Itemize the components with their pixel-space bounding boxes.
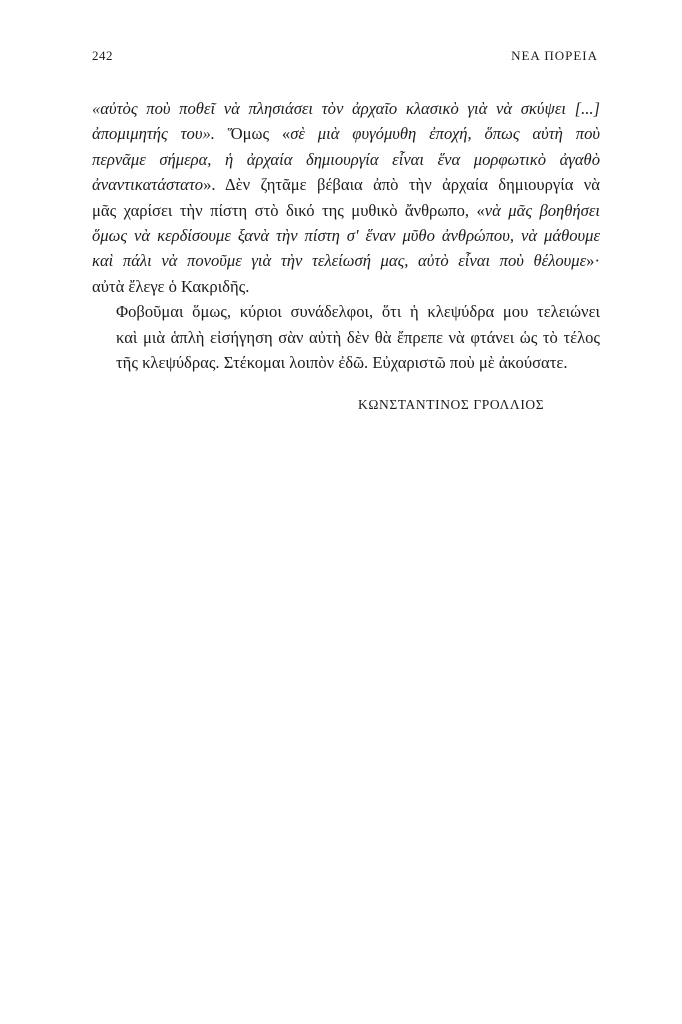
paragraph-quote [92, 96, 600, 299]
text-line [92, 198, 600, 223]
paragraph-closing [92, 299, 600, 375]
text-span: ἀναντικατάστατο [92, 175, 204, 195]
text-line [92, 248, 600, 273]
text-line: περνᾶμε σήμερα, ἡ ἀρχαία δημιουργία εἶναι ἕνα μορφωτικὸ ἀγαθὸ [92, 149, 600, 169]
text-line: «αὐτὸς ποὺ ποθεῖ νὰ πλησιάσει τὸν ἀρχαῖο κλασικὸ γιὰ νὰ σκύψει [...] [92, 99, 600, 118]
text-span: ἀπομιμητής του». [92, 124, 215, 144]
text-line: τῆς κλεψύδρας. Στέκομαι λοιπὸν ἐδῶ. Εὐχαριστῶ ποὺ μὲ ἀκούσατε. [116, 353, 568, 373]
page-number: 242 [92, 48, 113, 63]
text-line: ὅμως νὰ κερδίσουμε ξανὰ τὴν πίστη σ' ἕναν μῦθο ἀνθρώπου, νὰ μάθουμε [92, 226, 600, 246]
text-line: καὶ μιὰ ἁπλὴ εἰσήγηση σὰν αὐτὴ δὲν θὰ ἔπρεπε νὰ φτάνει ὡς τὸ τέλος [116, 327, 600, 347]
text-line: αὐτὰ ἔλεγε ὁ Κακριδῆς. [92, 276, 250, 296]
text-line [92, 121, 600, 146]
text-span: »· [586, 251, 600, 271]
text-span: σὲ μιὰ φυγόμυθη ἐποχή, ὅπως αὐτὴ ποὺ [290, 124, 600, 144]
author-signature: ΚΩΝΣΤΑΝΤΙΝΟΣ ΓΡΟΛΛΙΟΣ [358, 397, 545, 412]
text-span: ». Δὲν ζητᾶμε βέβαια ἀπὸ τὴν ἀρχαία δημιουργία νὰ [203, 175, 600, 195]
running-head: ΝΕΑ ΠΟΡΕΙΑ [511, 48, 598, 63]
text-span: μᾶς χαρίσει τὴν πίστη στὸ δικό της μυθικὸ ἄνθρωπο, « [92, 200, 485, 220]
text-line [92, 172, 600, 197]
text-span: νὰ μᾶς βοηθήσει [484, 200, 600, 220]
body-text [92, 96, 600, 375]
text-span: καὶ πάλι νὰ πονοῦμε γιὰ τὴν τελείωσή μας, αὐτὸ εἶναι ποὺ θέλουμε [92, 251, 587, 271]
text-line: Φοβοῦμαι ὅμως, κύριοι συνάδελφοι, ὅτι ἡ κλεψύδρα μου τελειώνει [116, 302, 600, 322]
page-header [92, 48, 598, 68]
text-span: Ὅμως « [214, 124, 291, 144]
